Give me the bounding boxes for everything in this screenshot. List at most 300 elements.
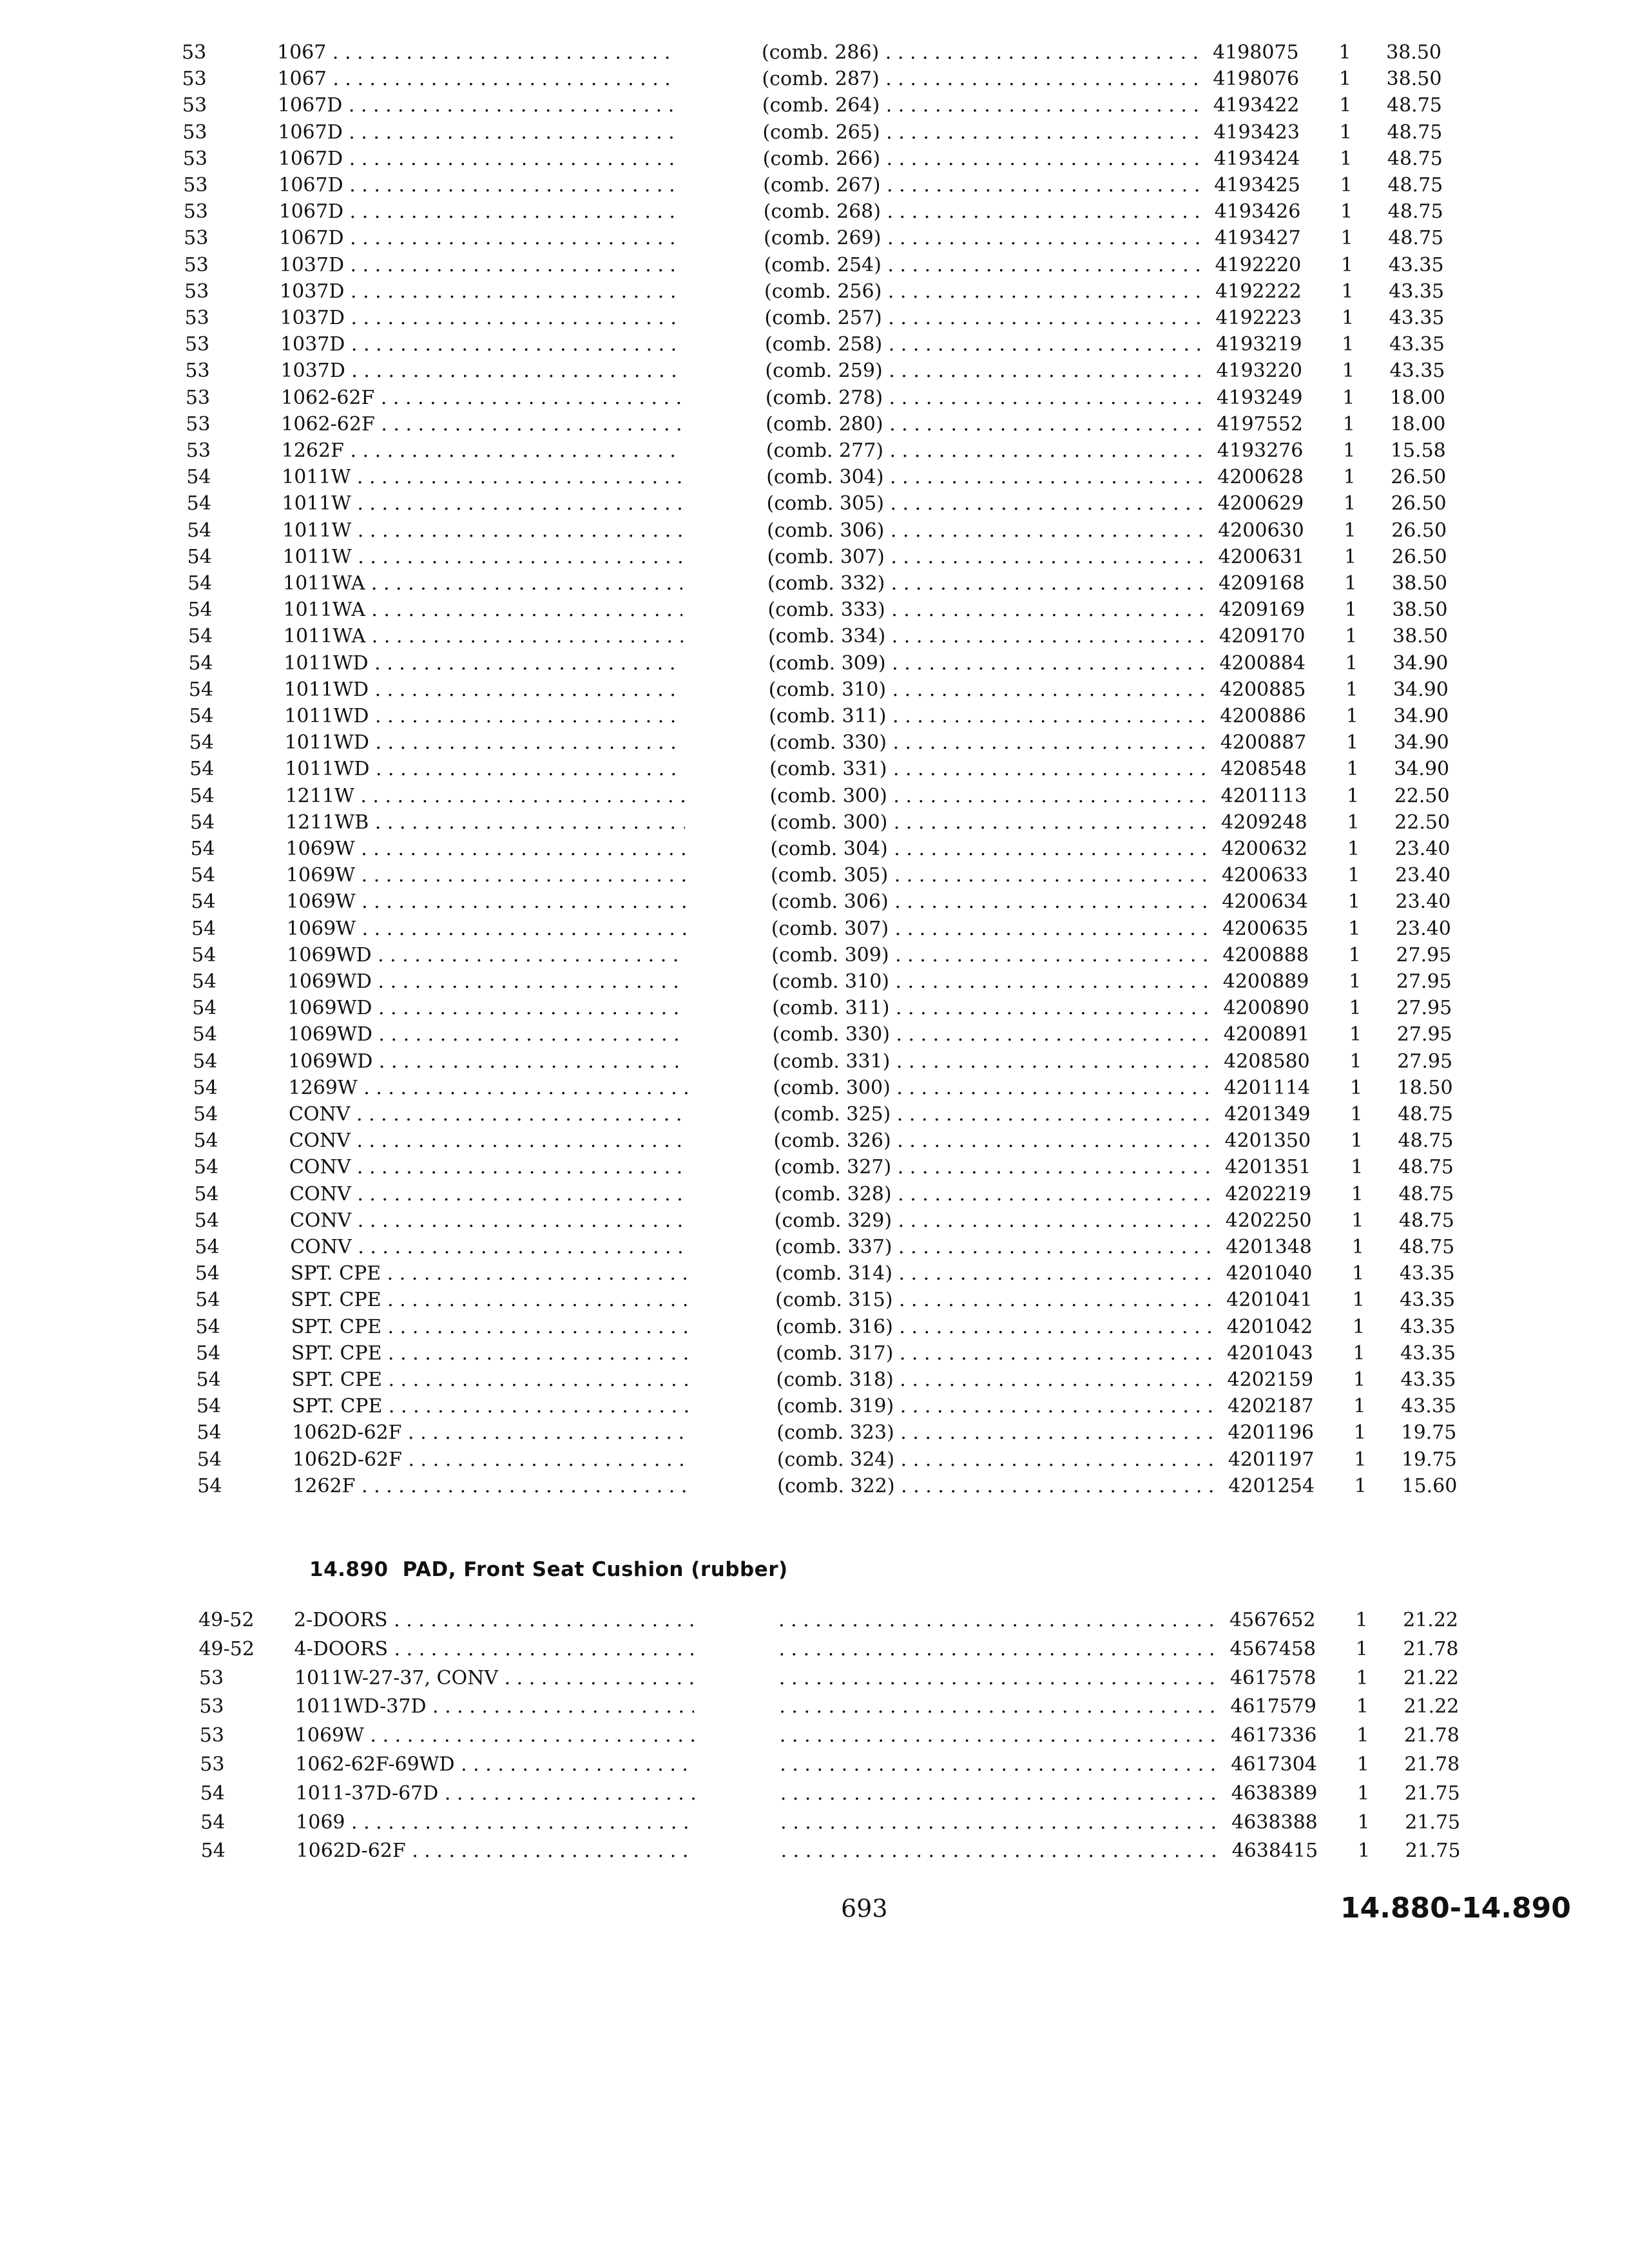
quantity: 1: [1345, 625, 1358, 648]
body-model: CONV . . .: [289, 1182, 689, 1207]
trim-combination: (comb. 300) . . .: [770, 783, 1211, 809]
quantity: 1: [1347, 784, 1360, 807]
model-year: 54: [191, 890, 216, 914]
model-year: 54: [187, 545, 212, 568]
list-price: 27.95: [1397, 1050, 1453, 1073]
list-price: 22.50: [1394, 811, 1451, 834]
body-model: 1011WD . . .: [284, 704, 684, 729]
body-model: SPT. CPE . . .: [291, 1261, 690, 1287]
list-price: 43.35: [1389, 333, 1445, 356]
quantity: 1: [1356, 1753, 1369, 1776]
model-year: 53: [183, 200, 208, 224]
trim-combination: (comb. 330) . . .: [769, 730, 1211, 756]
part-number: 4201043: [1227, 1341, 1313, 1365]
model-year: 54: [196, 1341, 221, 1365]
list-price: 21.75: [1404, 1782, 1460, 1805]
trim-combination: (comb. 305) . . .: [771, 863, 1212, 889]
part-number: 4202187: [1227, 1395, 1314, 1418]
quantity: 1: [1351, 1156, 1364, 1179]
list-price: 43.35: [1400, 1289, 1456, 1312]
trim-combination: (comb. 300) . . .: [773, 1075, 1215, 1101]
part-number: 4193276: [1217, 439, 1304, 462]
list-price: 23.40: [1395, 917, 1451, 940]
part-number: 4198076: [1213, 68, 1300, 91]
part-number: 4617336: [1230, 1724, 1317, 1747]
list-price: 38.50: [1392, 599, 1448, 622]
part-number: 4200888: [1222, 943, 1309, 966]
body-model: 1011WD-37D . . .: [294, 1694, 694, 1720]
model-year: 54: [189, 784, 215, 807]
list-price: 18.00: [1390, 412, 1446, 436]
quantity: 1: [1340, 174, 1353, 197]
body-model: 1011W-27-37, CONV . . .: [294, 1666, 694, 1691]
model-year: 54: [195, 1262, 220, 1285]
model-year: 54: [197, 1448, 222, 1471]
list-price: 38.50: [1386, 41, 1441, 64]
quantity: 1: [1340, 227, 1353, 250]
part-number: 4201348: [1226, 1236, 1312, 1258]
model-year: 54: [196, 1395, 222, 1418]
part-number: 4193423: [1213, 120, 1300, 144]
list-price: 18.00: [1389, 386, 1445, 409]
quantity: 1: [1345, 678, 1358, 701]
part-number: 4201040: [1226, 1262, 1313, 1285]
part-number: 4193219: [1215, 333, 1302, 356]
part-number: 4208548: [1220, 758, 1307, 781]
body-model: CONV . . .: [289, 1155, 689, 1180]
trim-combination: (comb. 268) . . .: [764, 199, 1205, 225]
trim-combination: [780, 1810, 1222, 1836]
list-price: 48.75: [1399, 1236, 1455, 1258]
trim-combination: (comb. 315) . . .: [775, 1287, 1217, 1313]
list-price: 38.50: [1393, 625, 1448, 648]
trim-combination: (comb. 278) . . .: [766, 385, 1207, 411]
body-model: 1037D . . .: [280, 332, 680, 358]
quantity: 1: [1339, 120, 1352, 144]
body-model: 1067D . . .: [278, 146, 678, 172]
trim-combination: (comb. 331) . . .: [769, 756, 1211, 782]
list-price: 48.75: [1387, 174, 1443, 197]
trim-combination: (comb. 333) . . .: [767, 597, 1209, 623]
part-number: 4208580: [1224, 1050, 1310, 1073]
body-model: 2-DOORS . . .: [294, 1608, 693, 1633]
list-price: 23.40: [1395, 890, 1451, 914]
quantity: 1: [1338, 68, 1351, 91]
list-price: 26.50: [1391, 492, 1447, 515]
body-model: 1069WD . . .: [287, 943, 686, 968]
model-year: 54: [186, 466, 211, 489]
model-year: 53: [186, 439, 211, 462]
body-model: CONV . . .: [289, 1102, 688, 1128]
part-number: 4209248: [1221, 811, 1307, 834]
trim-combination: (comb. 304) . . .: [771, 836, 1212, 862]
model-year: 54: [193, 1129, 218, 1153]
body-model: 1062D-62F . . .: [293, 1447, 692, 1473]
model-year: 54: [197, 1421, 222, 1445]
quantity: 1: [1347, 890, 1360, 914]
part-number: 4201114: [1224, 1076, 1311, 1099]
part-number: 4198075: [1213, 41, 1299, 64]
list-price: 34.90: [1393, 731, 1449, 754]
trim-combination: (comb. 254) . . .: [764, 253, 1206, 278]
quantity: 1: [1352, 1262, 1365, 1285]
body-model: 1011WD . . .: [284, 651, 683, 677]
trim-combination: (comb. 311) . . .: [772, 995, 1213, 1021]
model-year: 54: [188, 678, 213, 701]
list-price: 21.78: [1404, 1753, 1460, 1776]
part-number: 4209168: [1219, 572, 1305, 595]
list-price: 18.50: [1397, 1076, 1453, 1099]
model-year: 54: [193, 1076, 218, 1099]
list-price: 27.95: [1396, 970, 1452, 993]
quantity: 1: [1346, 731, 1359, 754]
model-year: 54: [193, 1103, 218, 1126]
trim-combination: (comb. 256) . . .: [764, 279, 1206, 305]
body-model: 1211W . . .: [285, 783, 685, 809]
page-number: 693: [841, 1894, 888, 1923]
body-model: 1067D . . .: [278, 93, 677, 119]
model-year: 53: [185, 386, 211, 409]
quantity: 1: [1353, 1341, 1365, 1365]
body-model: 1067D . . .: [279, 226, 679, 251]
list-price: 48.75: [1398, 1182, 1454, 1206]
trim-combination: (comb. 329) . . .: [775, 1208, 1216, 1234]
trim-combination: (comb. 265) . . .: [762, 120, 1204, 146]
quantity: 1: [1357, 1811, 1370, 1834]
quantity: 1: [1341, 253, 1354, 276]
list-price: 38.50: [1392, 572, 1447, 595]
trim-combination: (comb. 286) . . .: [762, 40, 1203, 66]
quantity: 1: [1354, 1474, 1367, 1497]
model-year: 54: [188, 572, 213, 595]
list-price: 43.35: [1400, 1315, 1456, 1338]
trim-combination: [780, 1781, 1222, 1807]
part-number: 4201254: [1228, 1474, 1315, 1497]
model-year: 53: [184, 307, 209, 329]
list-price: 48.75: [1387, 147, 1443, 170]
part-number: 4638388: [1231, 1811, 1318, 1834]
body-model: SPT. CPE . . .: [291, 1341, 691, 1367]
model-year: 54: [200, 1782, 225, 1805]
quantity: 1: [1358, 1840, 1371, 1863]
model-year: 49-52: [198, 1637, 255, 1660]
part-number: 4200629: [1217, 492, 1304, 515]
quantity: 1: [1349, 1050, 1362, 1073]
body-model: 1269W . . .: [289, 1075, 688, 1101]
model-year: 53: [182, 120, 207, 144]
trim-combination: (comb. 306) . . .: [767, 518, 1208, 544]
model-year: 53: [184, 227, 209, 250]
part-number: 4202250: [1225, 1209, 1312, 1232]
body-model: 1067 . . .: [277, 40, 677, 66]
list-price: 43.35: [1401, 1395, 1456, 1418]
list-price: 43.35: [1389, 307, 1445, 329]
model-year: 54: [196, 1369, 221, 1391]
trim-combination: (comb. 257) . . .: [765, 305, 1206, 331]
quantity: 1: [1344, 492, 1356, 515]
list-price: 23.40: [1394, 838, 1451, 860]
part-number: 4192220: [1215, 253, 1302, 276]
model-year: 54: [193, 1050, 218, 1073]
quantity: 1: [1340, 147, 1353, 170]
list-price: 34.90: [1393, 705, 1449, 727]
section-range: 14.880-14.890: [1340, 1892, 1571, 1925]
part-number: 4200628: [1217, 466, 1304, 489]
model-year: 53: [184, 333, 210, 356]
body-model: 1067D . . .: [278, 120, 677, 146]
model-year: 54: [191, 943, 217, 966]
list-price: 34.90: [1393, 651, 1449, 675]
trim-combination: (comb. 267) . . .: [763, 173, 1204, 198]
model-year: 54: [195, 1315, 220, 1338]
model-year: 53: [182, 94, 207, 117]
quantity: 1: [1342, 360, 1354, 383]
part-number: 4192222: [1215, 280, 1302, 303]
quantity: 1: [1357, 1782, 1370, 1805]
body-model: 1069WD . . .: [288, 1022, 688, 1048]
quantity: 1: [1339, 94, 1352, 117]
list-price: 23.40: [1395, 864, 1451, 887]
model-year: 54: [192, 997, 217, 1020]
section-heading: [309, 1558, 788, 1581]
model-year: 54: [200, 1840, 226, 1863]
list-price: 48.75: [1388, 227, 1444, 250]
body-model: 1067 . . .: [277, 66, 677, 92]
part-number: 4209169: [1219, 599, 1306, 622]
body-model: 1011W . . .: [283, 544, 682, 570]
body-model: 1011W . . .: [282, 465, 681, 490]
body-model: 1069WD . . .: [287, 969, 687, 995]
list-price: 43.35: [1389, 280, 1445, 303]
list-price: 48.75: [1398, 1129, 1454, 1153]
body-model: 1062D-62F . . .: [292, 1420, 691, 1446]
quantity: 1: [1343, 439, 1356, 462]
model-year: 53: [183, 174, 208, 197]
section-number: 14.890: [309, 1558, 389, 1581]
quantity: 1: [1353, 1395, 1366, 1418]
body-model: 1067D . . .: [278, 173, 678, 198]
trim-combination: (comb. 324) . . .: [777, 1447, 1219, 1473]
quantity: 1: [1343, 466, 1356, 489]
list-price: 43.35: [1400, 1369, 1456, 1391]
model-year: 54: [187, 519, 212, 542]
body-model: CONV . . .: [290, 1208, 689, 1234]
trim-combination: [778, 1608, 1220, 1633]
body-model: 1062D-62F . . .: [296, 1838, 696, 1864]
part-number: 4202219: [1225, 1182, 1311, 1206]
quantity: 1: [1345, 705, 1358, 727]
section-title: PAD, Front Seat Cushion (rubber): [402, 1558, 788, 1581]
body-model: CONV . . .: [289, 1128, 688, 1154]
model-year: 54: [190, 811, 215, 834]
body-model: SPT. CPE . . .: [291, 1287, 690, 1313]
trim-combination: (comb. 300) . . .: [770, 810, 1211, 836]
part-number: 4201196: [1228, 1421, 1314, 1445]
quantity: 1: [1349, 997, 1362, 1020]
model-year: 54: [200, 1811, 226, 1834]
model-year: 53: [185, 360, 210, 383]
model-year: 54: [188, 651, 213, 675]
list-price: 15.60: [1402, 1474, 1458, 1497]
part-number: 4567652: [1229, 1609, 1316, 1631]
list-price: 43.35: [1399, 1262, 1455, 1285]
list-price: 21.22: [1403, 1609, 1458, 1631]
model-year: 54: [188, 625, 213, 648]
list-price: 21.22: [1403, 1666, 1459, 1689]
part-number: 4193249: [1216, 386, 1303, 409]
quantity: 1: [1340, 200, 1353, 224]
part-number: 4201042: [1226, 1315, 1313, 1338]
trim-combination: (comb. 269) . . .: [764, 226, 1205, 251]
body-model: 1069W . . .: [286, 863, 686, 889]
model-year: 53: [184, 253, 209, 276]
model-year: 54: [195, 1289, 220, 1312]
quantity: 1: [1344, 599, 1357, 622]
quantity: 1: [1344, 572, 1357, 595]
trim-combination: [781, 1838, 1222, 1864]
trim-combination: (comb. 259) . . .: [765, 358, 1206, 384]
part-number: 4202159: [1227, 1369, 1314, 1391]
quantity: 1: [1338, 41, 1351, 64]
body-model: 4-DOORS . . .: [294, 1637, 693, 1662]
trim-combination: (comb. 264) . . .: [762, 93, 1204, 119]
model-year: 53: [182, 41, 207, 64]
part-number: 4193220: [1216, 360, 1302, 383]
body-model: 1069W . . .: [286, 889, 686, 915]
quantity: 1: [1356, 1724, 1369, 1747]
trim-combination: (comb. 331) . . .: [773, 1049, 1214, 1075]
trim-combination: [779, 1694, 1220, 1720]
part-number: 4617578: [1229, 1666, 1316, 1689]
list-price: 26.50: [1391, 545, 1447, 568]
model-year: 54: [191, 970, 217, 993]
part-number: 4200885: [1219, 678, 1306, 701]
body-model: 1069W . . .: [295, 1723, 695, 1749]
model-year: 53: [200, 1753, 225, 1776]
trim-combination: (comb. 307) . . .: [767, 544, 1209, 570]
model-year: 54: [186, 492, 211, 515]
list-price: 34.90: [1394, 758, 1450, 781]
trim-combination: (comb. 327) . . .: [774, 1155, 1215, 1180]
body-model: 1037D . . .: [280, 253, 679, 278]
quantity: 1: [1350, 1103, 1363, 1126]
quantity: 1: [1349, 970, 1362, 993]
trim-combination: (comb. 258) . . .: [765, 332, 1206, 358]
body-model: 1011WA . . .: [284, 624, 683, 649]
part-number: 4200632: [1221, 838, 1308, 860]
part-number: 4200635: [1222, 917, 1309, 940]
body-model: 1069WD . . .: [288, 1049, 688, 1075]
quantity: 1: [1350, 1076, 1363, 1099]
model-year: 54: [190, 838, 215, 860]
quantity: 1: [1342, 333, 1354, 356]
body-model: SPT. CPE . . .: [292, 1367, 691, 1393]
part-number: 4200889: [1222, 970, 1309, 993]
list-price: 21.75: [1405, 1811, 1461, 1834]
part-number: 4200631: [1218, 545, 1305, 568]
model-year: 54: [189, 758, 215, 781]
list-price: 48.75: [1387, 120, 1443, 144]
quantity: 1: [1353, 1369, 1366, 1391]
model-year: 53: [182, 147, 207, 170]
trim-combination: (comb. 332) . . .: [767, 571, 1209, 597]
model-year: 49-52: [198, 1609, 255, 1631]
quantity: 1: [1345, 651, 1358, 675]
list-price: 21.78: [1403, 1637, 1459, 1660]
trim-combination: (comb. 307) . . .: [771, 916, 1213, 942]
quantity: 1: [1356, 1666, 1369, 1689]
part-number: 4197552: [1217, 412, 1303, 436]
quantity: 1: [1344, 519, 1356, 542]
trim-combination: (comb. 337) . . .: [775, 1235, 1216, 1260]
list-price: 34.90: [1393, 678, 1449, 701]
trim-combination: (comb. 305) . . .: [767, 491, 1208, 517]
body-model: 1011W . . .: [282, 491, 682, 517]
trim-combination: (comb. 314) . . .: [775, 1261, 1217, 1287]
trim-combination: (comb. 310) . . .: [769, 677, 1210, 703]
body-model: SPT. CPE . . .: [291, 1314, 691, 1340]
list-price: 21.22: [1403, 1695, 1460, 1718]
model-year: 53: [199, 1724, 224, 1747]
part-number: 4192223: [1215, 307, 1302, 329]
quantity: 1: [1348, 943, 1361, 966]
list-price: 48.75: [1398, 1103, 1453, 1126]
body-model: 1069W . . .: [287, 916, 686, 942]
trim-combination: (comb. 328) . . .: [774, 1182, 1215, 1207]
list-price: 21.78: [1403, 1724, 1460, 1747]
part-number: 4193426: [1214, 200, 1301, 224]
trim-combination: (comb. 325) . . .: [773, 1102, 1215, 1128]
quantity: 1: [1349, 1023, 1362, 1046]
trim-combination: (comb. 309) . . .: [771, 943, 1213, 968]
part-number: 4193422: [1213, 94, 1300, 117]
quantity: 1: [1352, 1289, 1365, 1312]
body-model: 1011WA . . .: [283, 597, 682, 623]
part-number: 4567458: [1229, 1637, 1316, 1660]
model-year: 54: [194, 1209, 219, 1232]
trim-combination: [780, 1752, 1221, 1778]
list-price: 43.35: [1388, 253, 1444, 276]
part-number: 4201113: [1220, 784, 1307, 807]
list-price: 27.95: [1396, 997, 1452, 1020]
trim-combination: (comb. 322) . . .: [777, 1474, 1219, 1499]
body-model: CONV . . .: [290, 1235, 689, 1260]
model-year: 54: [195, 1236, 220, 1258]
trim-combination: (comb. 334) . . .: [768, 624, 1210, 649]
body-model: 1062-62F . . .: [281, 385, 680, 411]
body-model: 1067D . . .: [279, 199, 679, 225]
quantity: 1: [1351, 1236, 1364, 1258]
part-number: 4201197: [1228, 1448, 1315, 1471]
quantity: 1: [1356, 1695, 1369, 1718]
model-year: 53: [184, 280, 209, 303]
quantity: 1: [1342, 412, 1355, 436]
trim-combination: (comb. 310) . . .: [772, 969, 1213, 995]
part-number: 4193425: [1214, 174, 1300, 197]
model-year: 54: [190, 864, 216, 887]
part-number: 4193424: [1213, 147, 1300, 170]
model-year: 53: [182, 68, 207, 91]
quantity: 1: [1351, 1182, 1364, 1206]
body-model: 1011-37D-67D . . .: [296, 1781, 695, 1807]
list-price: 43.35: [1400, 1341, 1456, 1365]
list-price: 48.75: [1387, 200, 1443, 224]
part-number: 4200891: [1223, 1023, 1310, 1046]
quantity: 1: [1344, 545, 1357, 568]
part-number: 4201351: [1224, 1156, 1311, 1179]
list-price: 19.75: [1401, 1448, 1457, 1471]
trim-combination: (comb. 306) . . .: [771, 889, 1212, 915]
